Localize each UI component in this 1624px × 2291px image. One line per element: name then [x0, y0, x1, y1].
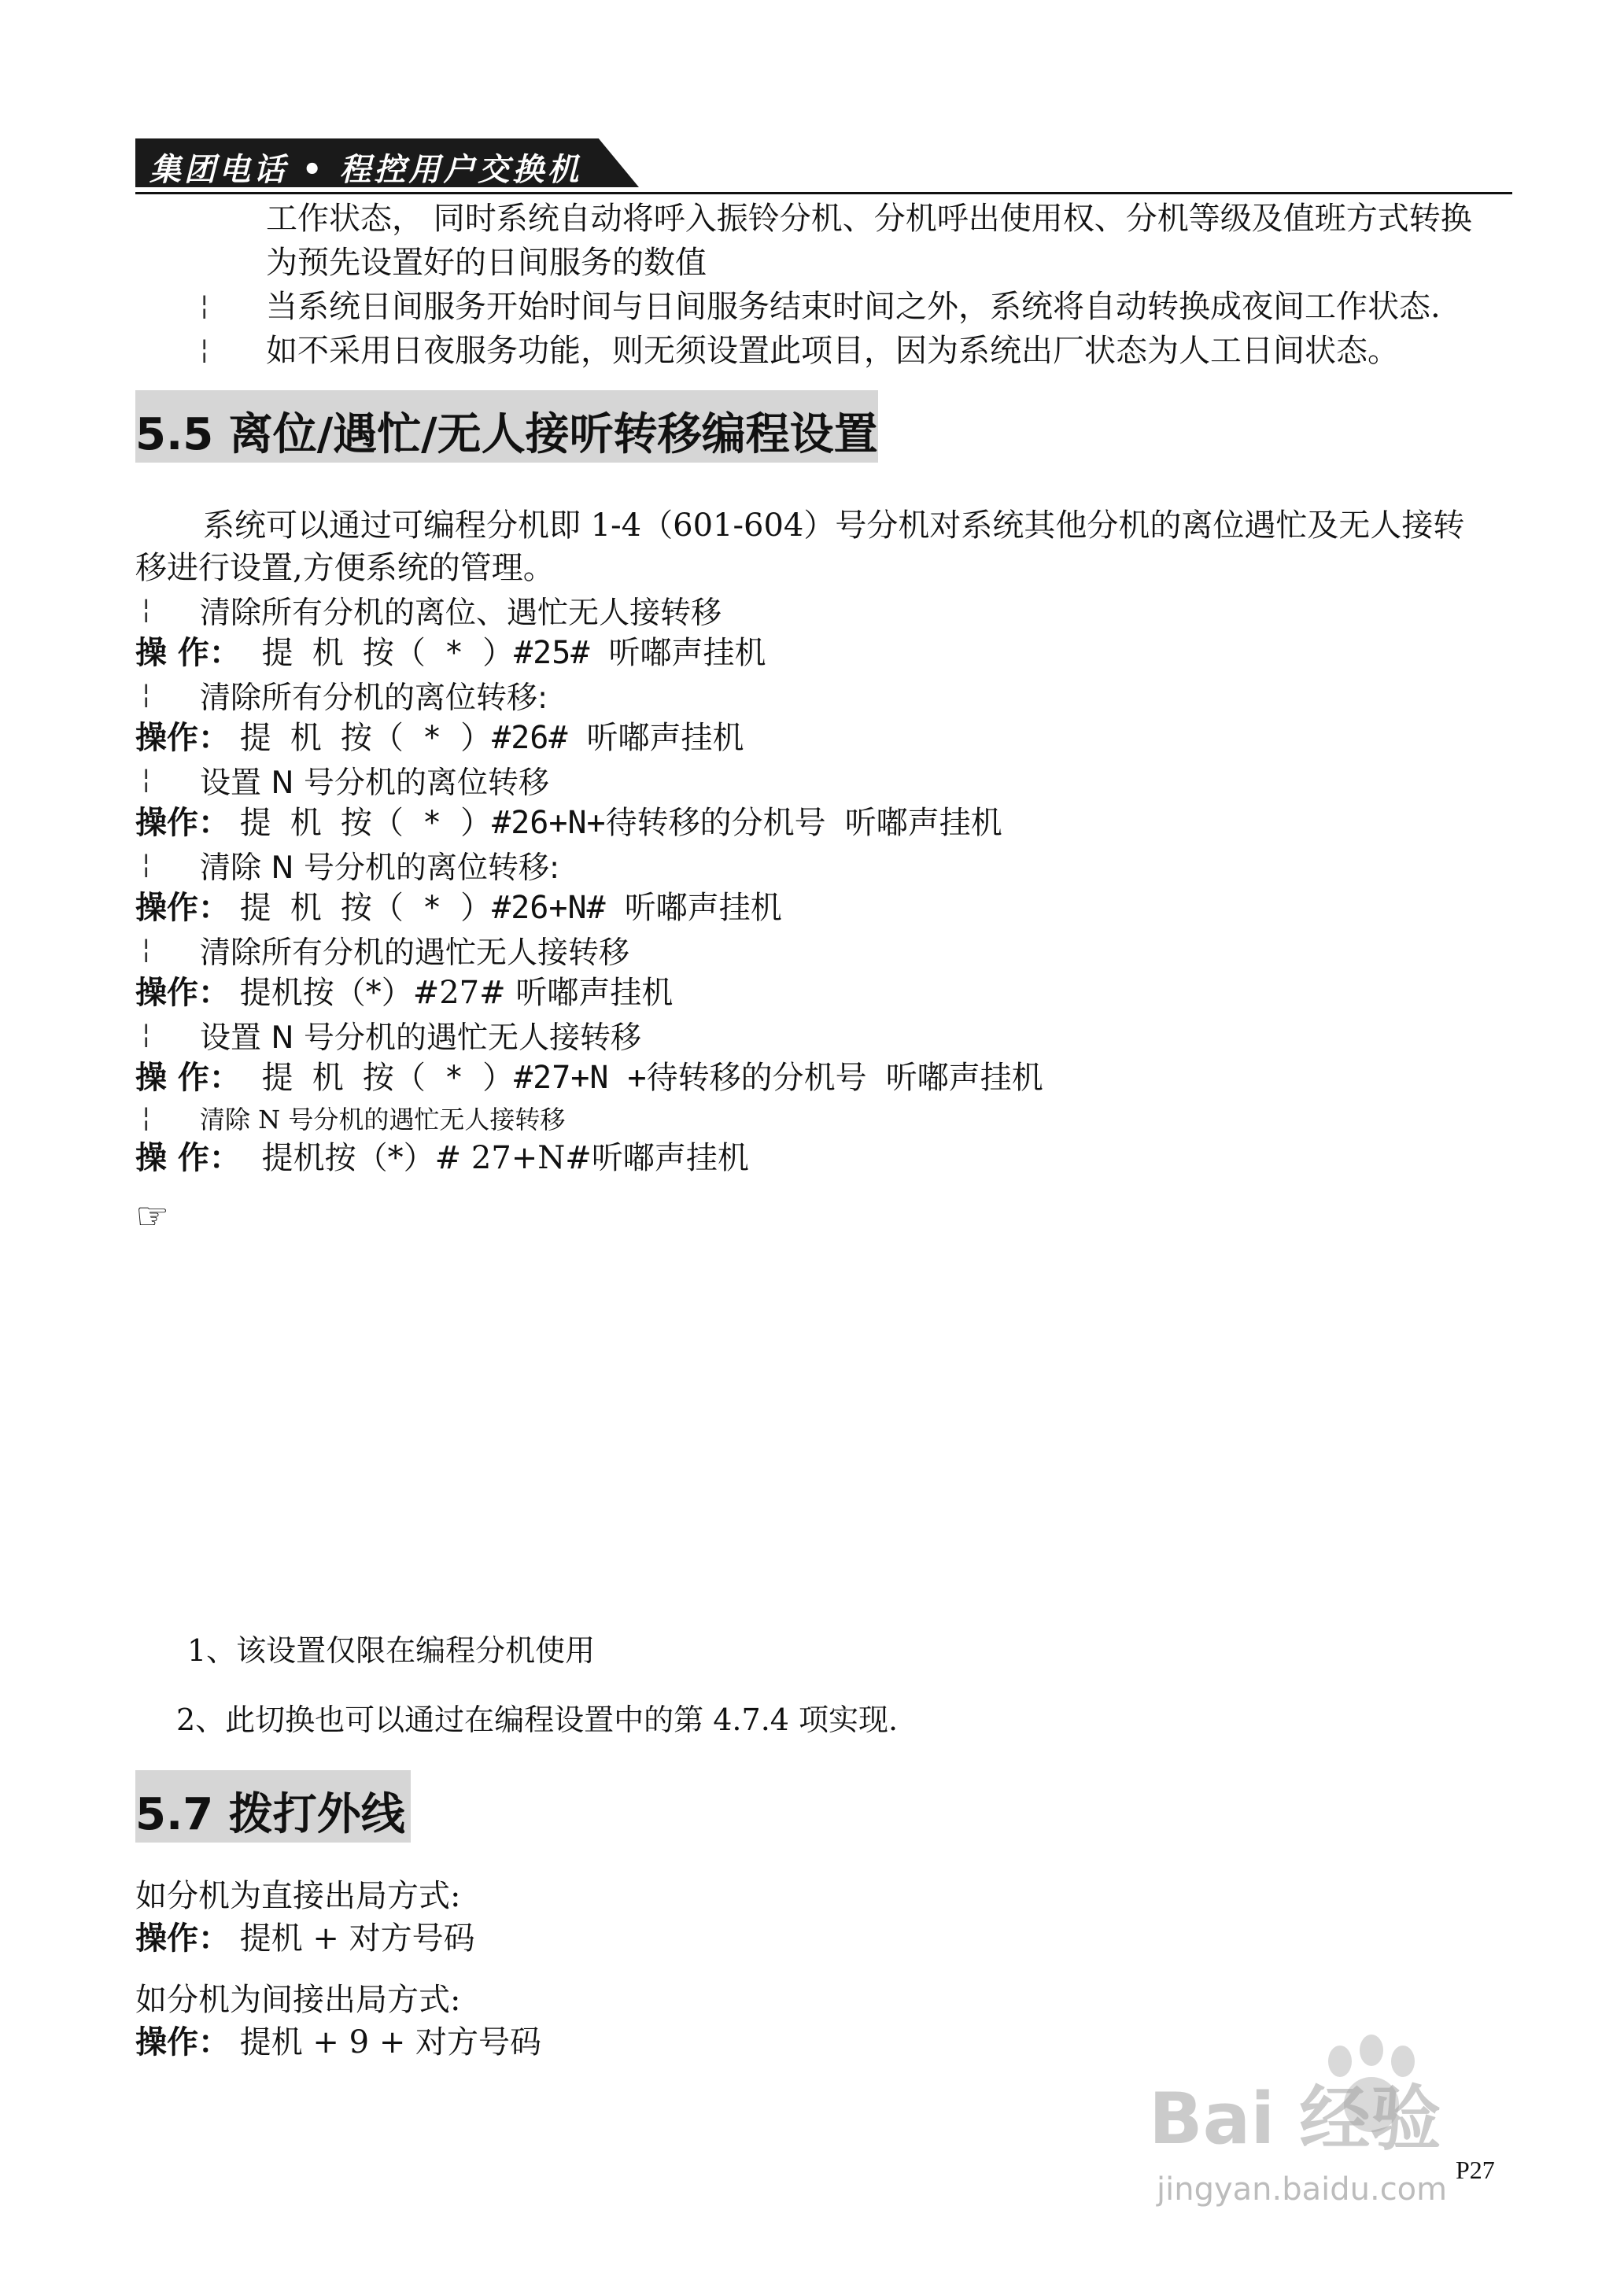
operation-label: 操作： — [135, 890, 230, 926]
watermark-url: jingyan.baidu.com — [1157, 2171, 1448, 2208]
operation-text: 提 机 按（ * ）#26# 听嘟声挂机 — [239, 720, 744, 756]
operation-text: 提 机 按（ * ）#26+N+待转移的分机号 听嘟声挂机 — [239, 805, 1002, 841]
operation-label: 操 作： — [135, 635, 241, 671]
item-title: 清除所有分机的遇忙无人接转移 — [200, 935, 630, 971]
direct-dial-operation — [135, 1917, 475, 1961]
section-paragraph-line1: 系统可以通过可编程分机即 1-4（601-604）号分机对系统其他分机的离位遇忙及无人接转 — [203, 507, 1465, 544]
operation-text: 提机 + 9 + 对方号码 — [239, 2024, 542, 2060]
watermark-logo: Bai 经验 — [1149, 2078, 1441, 2160]
item-operation — [135, 1136, 749, 1180]
item-operation — [135, 1056, 1043, 1100]
item-title: 清除所有分机的离位、遇忙无人接转移 — [200, 596, 722, 631]
operation-text: 提机按（*）# 27+N#听嘟声挂机 — [261, 1140, 749, 1176]
item-operation — [135, 971, 673, 1015]
operation-label: 操作： — [135, 975, 230, 1011]
bullet-glyph: ¦ — [142, 1101, 151, 1133]
note-1: 1、该设置仅限在编程分机使用 — [187, 1633, 596, 1668]
operation-label: 操作： — [135, 805, 230, 841]
item-operation — [135, 631, 766, 675]
operation-label: 操作： — [135, 1920, 230, 1957]
item-title: 清除所有分机的离位转移: — [200, 681, 548, 716]
item-operation — [135, 801, 1002, 845]
item-title: 设置 N 号分机的遇忙无人接转移 — [200, 1020, 641, 1056]
bullet-glyph: ¦ — [142, 933, 151, 965]
bullet-glyph: ¦ — [200, 334, 209, 365]
intro-bullet1: 当系统日间服务开始时间与日间服务结束时间之外，系统将自动转换成夜间工作状态. — [266, 289, 1441, 325]
item-title: 清除 N 号分机的离位转移: — [200, 850, 560, 886]
item-title: 设置 N 号分机的离位转移 — [200, 766, 549, 801]
indirect-dial-label: 如分机为间接出局方式: — [135, 1982, 461, 2018]
intro-bullet2: 如不采用日夜服务功能，则无须设置此项目，因为系统出厂状态为人工日间状态。 — [266, 333, 1399, 369]
item-operation — [135, 886, 782, 930]
item-operation — [135, 716, 744, 760]
operation-label: 操 作： — [135, 1140, 241, 1176]
indirect-dial-operation — [135, 2020, 541, 2064]
bullet-glyph: ¦ — [142, 678, 151, 710]
bullet-glyph: ¦ — [142, 1018, 151, 1050]
note-2: 2、此切换也可以通过在编程设置中的第 4.7.4 项实现. — [176, 1703, 899, 1737]
operation-label: 操作： — [135, 2024, 230, 2060]
section-heading-5-7: 5.7 拨打外线 — [135, 1789, 405, 1840]
bullet-glyph: ¦ — [142, 593, 151, 625]
section-heading-5-5: 5.5 离位/遇忙/无人接听转移编程设置 — [135, 409, 878, 460]
bullet-glyph: ¦ — [142, 763, 151, 795]
intro-line2: 为预先设置好的日间服务的数值 — [266, 245, 707, 281]
operation-label: 操作： — [135, 720, 230, 756]
operation-text: 提机 + 对方号码 — [239, 1920, 475, 1957]
operation-text: 提 机 按（ * ）#26+N# 听嘟声挂机 — [239, 890, 782, 926]
operation-text: 提 机 按（ * ）#27+N +待转移的分机号 听嘟声挂机 — [261, 1060, 1043, 1096]
operation-label: 操 作： — [135, 1060, 241, 1096]
header-title: 集团电话 • 程控用户交换机 — [149, 152, 582, 188]
operation-text: 提 机 按（ * ）#25# 听嘟声挂机 — [261, 635, 766, 671]
section-paragraph-line2: 移进行设置,方便系统的管理。 — [135, 550, 555, 586]
direct-dial-label: 如分机为直接出局方式: — [135, 1878, 461, 1914]
bullet-glyph: ¦ — [142, 848, 151, 880]
header-rule — [135, 192, 1512, 194]
item-title: 清除 N 号分机的遇忙无人接转移 — [200, 1105, 566, 1134]
bullet-glyph: ¦ — [200, 290, 209, 321]
page-number: P27 — [1456, 2156, 1495, 2184]
operation-text: 提机按（*）#27# 听嘟声挂机 — [239, 975, 674, 1011]
intro-line1: 工作状态， 同时系统自动将呼入振铃分机、分机呼出使用权、分机等级及值班方式转换 — [266, 201, 1472, 237]
hand-pointer-icon: ☞ — [135, 1194, 170, 1238]
